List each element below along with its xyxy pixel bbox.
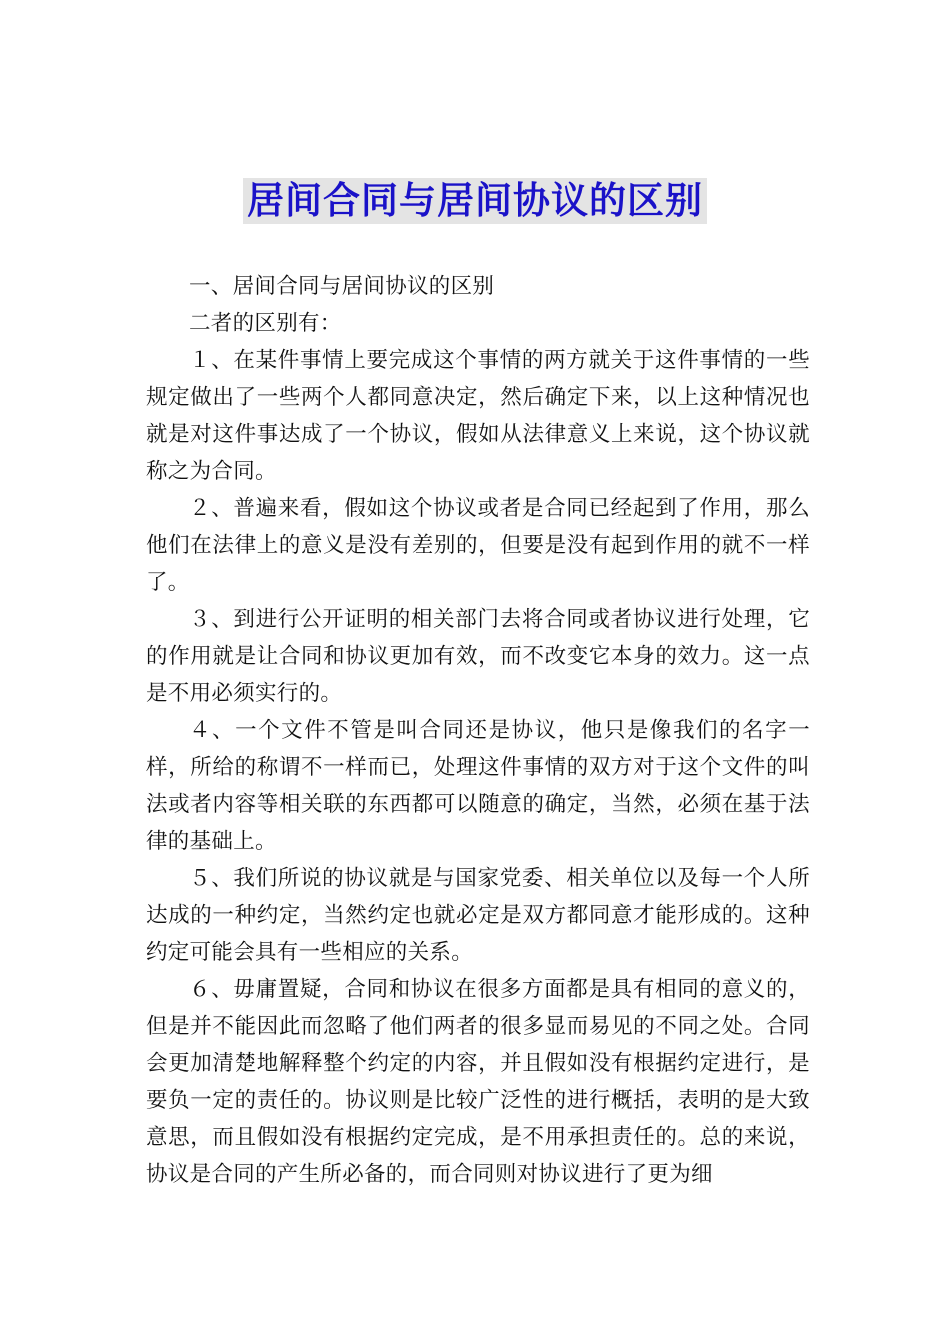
heading-section-one: 一、居间合同与居间协议的区别 (189, 274, 495, 299)
paragraph-5: ５、我们所说的协议就是与国家党委、相关单位以及每一个人所达成的一种约定，当然约定也就必定是双方都同意才能形成的。这种约定可能会具有一些相应的关系。 (146, 866, 810, 965)
document-body (146, 268, 810, 1193)
paragraph-3: ３、到进行公开证明的相关部门去将合同或者协议进行处理，它的作用就是让合同和协议更加有效，而不改变它本身的效力。这一点是不用必须实行的。 (146, 607, 810, 706)
paragraph-6: ６、毋庸置疑，合同和协议在很多方面都是具有相同的意义的，但是并不能因此而忽略了他们两者的很多显而易见的不同之处。合同会更加清楚地解释整个约定的内容，并且假如没有根据约定进行，是要负一定的责任的。协议则是比较广泛性的进行概括，表明的是大致意思，而且假如没有根据约定完成，是不用承担责任的。总的来说，协议是合同的产生所必备的，而合同则对协议进行了更为细 (146, 977, 810, 1187)
paragraph-4: ４、一个文件不管是叫合同还是协议，他只是像我们的名字一样，所给的称谓不一样而已，处理这件事情的双方对于这个文件的叫法或者内容等相关联的东西都可以随意的确定，当然，必须在基于法律的基础上。 (146, 718, 810, 854)
paragraph-1: １、在某件事情上要完成这个事情的两方就关于这件事情的一些规定做出了一些两个人都同意决定，然后确定下来，以上这种情况也就是对这件事达成了一个协议，假如从法律意义上来说，这个协议就称之为合同。 (146, 348, 810, 484)
paragraph-2: ２、普遍来看，假如这个协议或者是合同已经起到了作用，那么他们在法律上的意义是没有差别的，但要是没有起到作用的就不一样了。 (146, 496, 810, 595)
document-title: 居间合同与居间协议的区别 (243, 178, 707, 224)
title-container (0, 178, 950, 224)
intro-line: 二者的区别有： (189, 311, 342, 336)
